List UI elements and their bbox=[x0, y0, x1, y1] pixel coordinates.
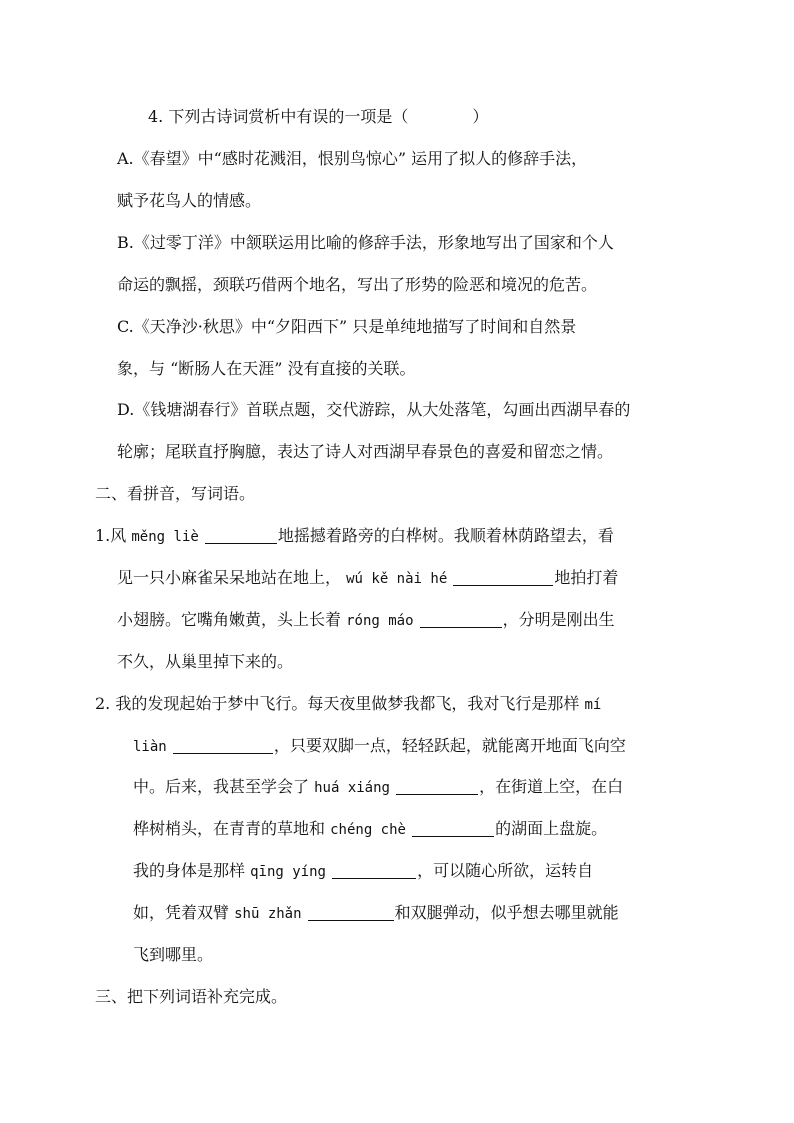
item1-line3 bbox=[117, 609, 615, 632]
item2-line5-pre: 我的身体是那样 bbox=[133, 861, 246, 880]
item2-line6-post: 和双腿弹动，似乎想去哪里就能 bbox=[394, 903, 619, 922]
item2-line3 bbox=[133, 776, 623, 799]
section2-heading: 二、看拼音，写词语。 bbox=[95, 484, 256, 503]
q4-option-a-line1: A.《春望》中“感时花溅泪，恨别鸟惊心” 运用了拟人的修辞手法， bbox=[117, 149, 588, 168]
item2-line4-pre: 桦树梢头，在青青的草地和 bbox=[133, 819, 326, 838]
answer-blank[interactable] bbox=[308, 904, 394, 921]
answer-blank[interactable] bbox=[420, 611, 502, 628]
pinyin-cue: měng liè bbox=[131, 529, 199, 545]
answer-blank[interactable] bbox=[173, 737, 273, 754]
q4-stem bbox=[148, 106, 488, 128]
item2-line3-post: ，在街道上空，在白 bbox=[479, 777, 624, 796]
item1-line1 bbox=[95, 525, 614, 548]
answer-blank[interactable] bbox=[396, 778, 478, 795]
q4-option-b-line2: 命运的飘摇，颈联巧借两个地名，写出了形势的险恶和境况的危苦。 bbox=[117, 275, 598, 294]
item2-line3-pre: 中。后来，我甚至学会了 bbox=[133, 777, 310, 796]
q4-option-b-line1: B.《过零丁洋》中颔联运用比喻的修辞手法，形象地写出了国家和个人 bbox=[117, 233, 614, 252]
q4-stem-close: ） bbox=[472, 107, 489, 126]
item2-line5-post: ，可以随心所欲，运转自 bbox=[417, 861, 594, 880]
q4-number: 4. bbox=[148, 107, 164, 126]
pinyin-cue: liàn bbox=[133, 739, 167, 755]
item1-line3-pre: 小翅膀。它嘴角嫩黄，头上长着 bbox=[117, 610, 342, 629]
item2-line2 bbox=[133, 735, 626, 758]
q4-option-d-line1: D.《钱塘湖春行》首联点题，交代游踪，从大处落笔，勾画出西湖早春的 bbox=[117, 400, 631, 419]
answer-blank[interactable] bbox=[332, 862, 416, 879]
q4-option-d-line2: 轮廓；尾联直抒胸臆，表达了诗人对西湖早春景色的喜爱和留恋之情。 bbox=[117, 442, 614, 461]
item1-line1-text: 地摇撼着路旁的白桦树。我顺着林荫路望去，看 bbox=[277, 526, 614, 545]
item2-line6-pre: 如，凭着双臂 bbox=[133, 903, 230, 922]
item1-line2-post: 地拍打着 bbox=[554, 568, 619, 587]
item1-line2 bbox=[117, 567, 618, 590]
item2-line7: 飞到哪里。 bbox=[133, 945, 214, 964]
pinyin-cue: wú kě nài hé bbox=[346, 571, 448, 587]
item1-line2-pre: 见一只小麻雀呆呆地站在地上， bbox=[117, 568, 342, 587]
answer-blank[interactable] bbox=[453, 569, 553, 586]
item1-line4: 不久，从巢里掉下来的。 bbox=[117, 652, 294, 671]
answer-blank[interactable] bbox=[412, 820, 494, 837]
q4-stem-text: 下列古诗词赏析中有误的一项是（ bbox=[168, 107, 409, 126]
item2-line4-post: 的湖面上盘旋。 bbox=[495, 819, 608, 838]
item2-line2-post: ，只要双脚一点，轻轻跃起，就能离开地面飞向空 bbox=[273, 736, 626, 755]
q4-option-c-line1: C.《天净沙·秋思》中“夕阳西下” 只是单纯地描写了时间和自然景 bbox=[117, 317, 577, 336]
pinyin-cue: chéng chè bbox=[330, 822, 406, 838]
answer-blank[interactable] bbox=[205, 527, 277, 544]
section3-heading: 三、把下列词语补充完成。 bbox=[95, 987, 288, 1006]
q4-option-c-line2: 象，与 “断肠人在天涯” 没有直接的关联。 bbox=[117, 359, 416, 378]
item2-line6 bbox=[133, 902, 619, 925]
pinyin-cue: huá xiáng bbox=[314, 780, 390, 796]
pinyin-cue: qīng yíng bbox=[250, 864, 326, 880]
q4-option-a-line2: 赋予花鸟人的情感。 bbox=[117, 191, 262, 210]
pinyin-cue: róng máo bbox=[346, 613, 414, 629]
item2-line1-text: 2. 我的发现起始于梦中飞行。每天夜里做梦我都飞，我对飞行是那样 bbox=[95, 694, 580, 713]
pinyin-cue: shū zhǎn bbox=[234, 906, 302, 922]
item2-line5 bbox=[133, 860, 593, 883]
item2-line4 bbox=[133, 818, 607, 841]
pinyin-cue: mí bbox=[584, 697, 602, 713]
item2-line1 bbox=[95, 693, 601, 716]
item1-line3-post: ，分明是刚出生 bbox=[502, 610, 615, 629]
item1-number: 1.风 bbox=[95, 526, 127, 545]
